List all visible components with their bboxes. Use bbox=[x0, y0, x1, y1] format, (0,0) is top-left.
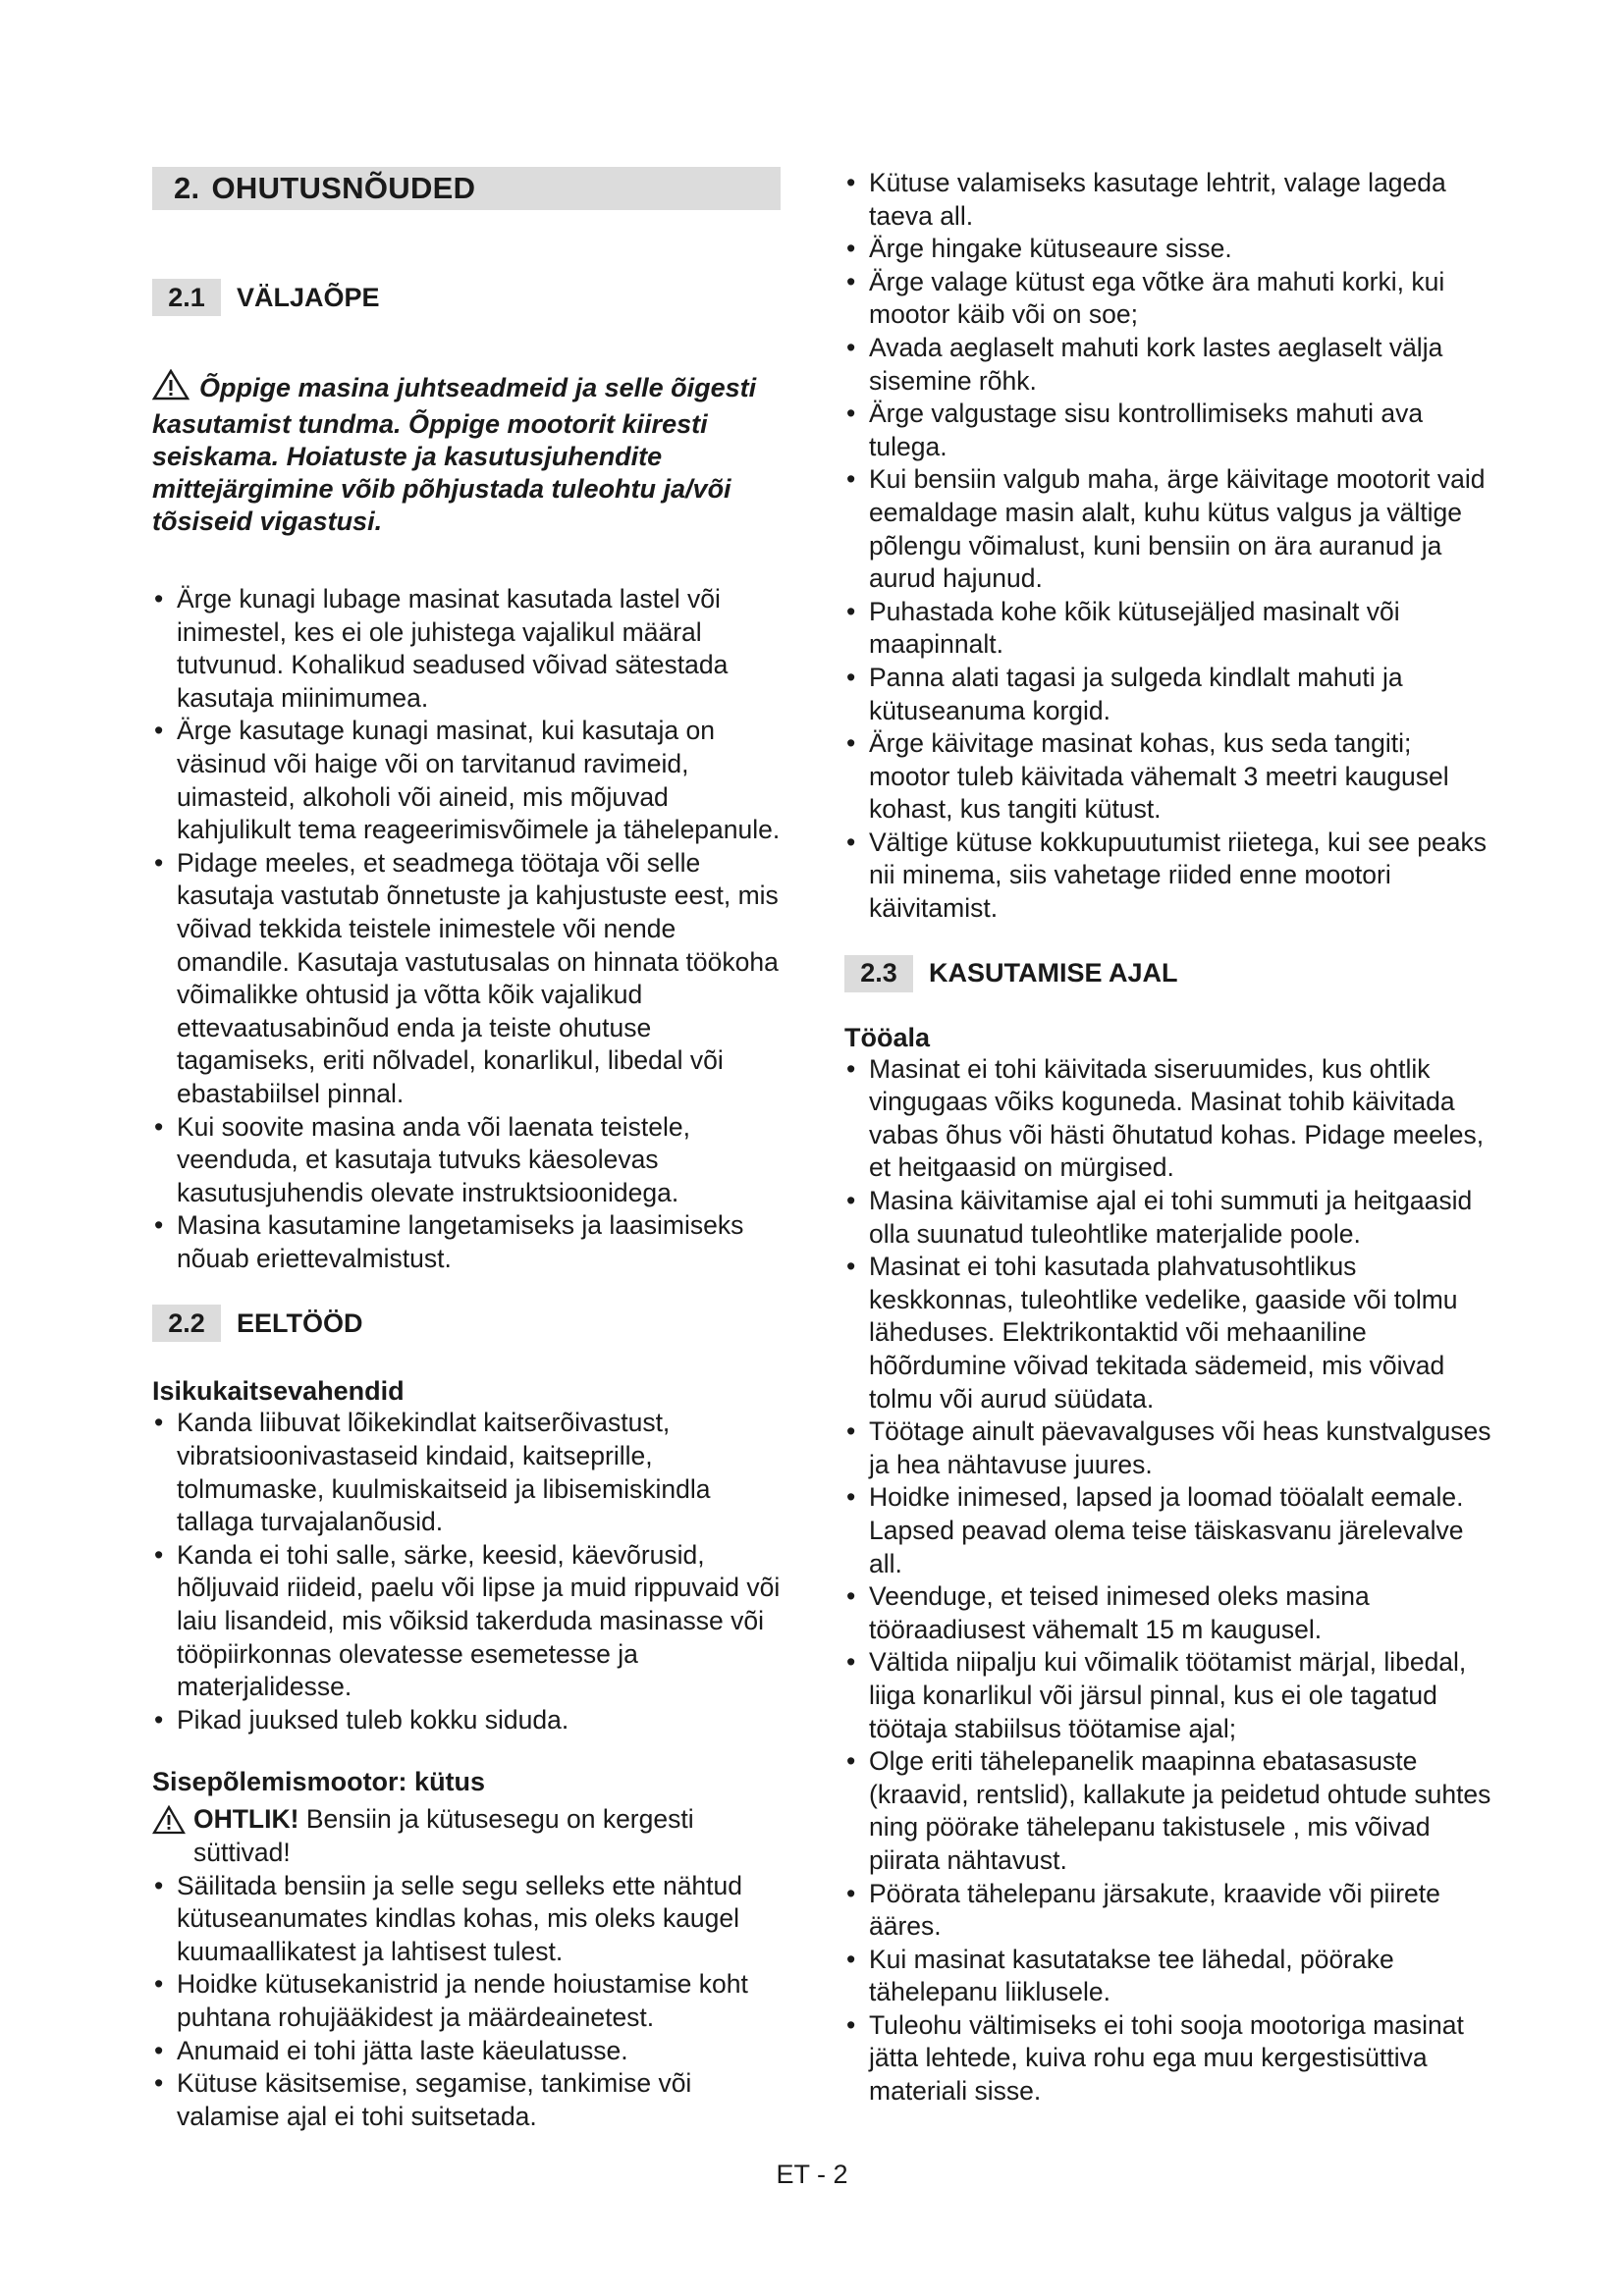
subsection-number: 2.1 bbox=[152, 279, 221, 316]
right-column bbox=[844, 167, 1492, 2109]
subsection-title: VÄLJAÕPE bbox=[237, 282, 380, 312]
list-item: • Pöörata tähelepanu järsakute, kraavide või piirete ääres. bbox=[844, 1878, 1492, 1944]
list-item: • Ärge hingake kütuseaure sisse. bbox=[844, 233, 1492, 266]
list-item: • Masinat ei tohi käivitada siseruumides, kus ohtlik vingugaas võiks koguneda. Masinat tohib käivitada vabas õhus või hästi õhutatud kohas. Pidage meeles, et heitgaasid on mürgised. bbox=[844, 1053, 1492, 1185]
caution-text: Bensiin ja kütusesegu on kergesti süttivad! bbox=[193, 1804, 694, 1867]
section-header bbox=[152, 167, 781, 210]
list-item: • Pikad juuksed tuleb kokku siduda. bbox=[152, 1704, 781, 1737]
list-item: • Panna alati tagasi ja sulgeda kindlalt mahuti ja kütuseanuma korgid. bbox=[844, 662, 1492, 727]
list-item: • Kui soovite masina anda või laenata teistele, veenduda, et kasutaja tutvuks käesolevas kasutusjuhendis olevate instruktsioonidega. bbox=[152, 1111, 781, 1210]
subsection-title: KASUTAMISE AJAL bbox=[929, 958, 1178, 988]
list-item: • Puhastada kohe kõik kütusejäljed masinalt või maapinnalt. bbox=[844, 596, 1492, 662]
list-item: • Kanda ei tohi salle, särke, keesid, käevõrusid, hõljuvaid riideid, paelu või lipse ja muid rippuvaid või laiu lisandeid, mis võiksid takerduda masinasse või tööpiirkonnas olevatesse esemetesse ja materjalidesse. bbox=[152, 1539, 781, 1704]
section-number: 2. bbox=[174, 171, 200, 205]
list-item: • Hoidke kütusekanistrid ja nende hoiustamise koht puhtana rohujääkidest ja määrdeainetest. bbox=[152, 1968, 781, 2034]
list-item: • Kütuse valamiseks kasutage lehtrit, valage lageda taeva all. bbox=[844, 167, 1492, 233]
list-item: • Kütuse käsitsemise, segamise, tankimise või valamise ajal ei tohi suitsetada. bbox=[152, 2067, 781, 2133]
subsection-header-2-1 bbox=[152, 279, 781, 316]
ppe-label: Isikukaitsevahendid bbox=[152, 1376, 405, 1407]
list-item: • Avada aeglaselt mahuti kork lastes aeglaselt välja sisemine rõhk. bbox=[844, 332, 1492, 398]
list-item: • Kanda liibuvat lõikekindlat kaitserõivastust, vibratsioonivastaseid kindaid, kaitseprille, tolmumaske, kuulmiskaitseid ja libisemiskindla tallaga turvajalanõusid. bbox=[152, 1407, 781, 1538]
fuel-list-right bbox=[844, 167, 1492, 926]
list-item: • Olge eriti tähelepanelik maapinna ebatasasuste (kraavid, rentslid), kallakute ja peidetud ohtude suhtes ning pöörake tähelepanu takistusele , mis võivad piirata nähtavust. bbox=[844, 1745, 1492, 1877]
list-item: • Ärge valage kütust ega võtke ära mahuti korki, kui mootor käib või on soe; bbox=[844, 266, 1492, 332]
list-item: • Ärge kasutage kunagi masinat, kui kasutaja on väsinud või haige või on tarvitanud ravimeid, uimasteid, alkoholi või aineid, mis mõjuvad kahjulikult tema reageerimisvõimele ja tähelepanule. bbox=[152, 715, 781, 846]
list-item: • Vältige kütuse kokkupuutumist riietega, kui see peaks nii minema, siis vahetage riided enne mootori käivitamist. bbox=[844, 827, 1492, 926]
section-title: OHUTUSNÕUDED bbox=[211, 171, 476, 205]
warning-triangle-icon bbox=[152, 1805, 186, 1869]
subsection-header-2-2 bbox=[152, 1305, 781, 1342]
list-item: • Kui bensiin valgub maha, ärge käivitage mootorit vaid eemaldage masin alalt, kuhu kütus valgus ja vältige põlengu võimalust, kuni bensiin on ära auranud ja aurud hajunud. bbox=[844, 463, 1492, 595]
list-item: • Masinat ei tohi kasutada plahvatusohtlikus keskkonnas, tuleohtlike vedelike, gaaside või tolmu läheduses. Elektrikontaktid või mehaaniline hõõrdumine võivad tekitada sädemeid, mis võivad tolmu või aurud süüdata. bbox=[844, 1251, 1492, 1415]
left-column bbox=[152, 167, 781, 2133]
list-item: • Pidage meeles, et seadmega töötaja või selle kasutaja vastutab õnnetuste ja kahjustuste eest, mis võivad tekkida teistele inimestele või nende omandile. Kasutaja vastutusalas on hinnata töökoha võimalikke ohtusid ja võtta kõik vajalikud ettevaatusabinõud enda ja teiste ohutuse tagamiseks, eriti nõlvadel, konarlikul, libedal või ebastabiilsel pinnal. bbox=[152, 847, 781, 1111]
warning-triangle-icon bbox=[152, 369, 189, 408]
work-area-label: Tööala bbox=[844, 1022, 931, 1052]
list-item: • Ärge käivitage masinat kohas, kus seda tangiti; mootor tuleb käivitada vähemalt 3 meetri kaugusel kohast, kus tangiti kütust. bbox=[844, 727, 1492, 827]
subsection-header-2-3 bbox=[844, 955, 1492, 992]
warning-text: Õppige masina juhtseadmeid ja selle õigesti kasutamist tundma. Õppige mootorit kiiresti seiskama. Hoiatuste ja kasutusjuhendite mittejärgimine võib põhjustada tuleohtu ja/või tõsiseid vigastusi. bbox=[152, 373, 757, 536]
list-item: • Masina kasutamine langetamiseks ja laasimiseks nõuab eriettevalmistust. bbox=[152, 1209, 781, 1275]
fuel-label: Sisepõlemismootor: kütus bbox=[152, 1767, 486, 1797]
list-item: • Ärge valgustage sisu kontrollimiseks mahuti ava tulega. bbox=[844, 398, 1492, 463]
list-item: • Tuleohu vältimiseks ei tohi sooja mootoriga masinat jätta lehtede, kuiva rohu ega muu kergestisüttiva materiali sisse. bbox=[844, 2009, 1492, 2109]
subsection-title: EELTÖÖD bbox=[237, 1308, 363, 1338]
list-item: • Veenduge, et teised inimesed oleks masina tööraadiusest vähemalt 15 m kaugusel. bbox=[844, 1580, 1492, 1646]
fuel-caution bbox=[152, 1803, 781, 1869]
list-item: • Masina käivitamise ajal ei tohi summuti ja heitgaasid olla suunatud tuleohtlike materjalide poole. bbox=[844, 1185, 1492, 1251]
list-item: • Ärge kunagi lubage masinat kasutada lastel või inimestel, kes ei ole juhistega vajalikul määral tutvunud. Kohalikud seadused võivad sätestada kasutaja miinimumea. bbox=[152, 583, 781, 715]
training-list bbox=[152, 583, 781, 1275]
training-warning bbox=[152, 369, 781, 538]
work-area-list bbox=[844, 1053, 1492, 2109]
ppe-list bbox=[152, 1407, 781, 1736]
subsection-number: 2.2 bbox=[152, 1305, 221, 1342]
list-item: • Vältida niipalju kui võimalik töötamist märjal, libedal, liiga konarlikul või järsul pinnal, kus ei ole tagatud töötaja stabiilsus töötamise ajal; bbox=[844, 1646, 1492, 1745]
list-item: • Kui masinat kasutatakse tee lähedal, pöörake tähelepanu liiklusele. bbox=[844, 1944, 1492, 2009]
fuel-list-left bbox=[152, 1870, 781, 2134]
subsection-number: 2.3 bbox=[844, 955, 913, 992]
list-item: • Säilitada bensiin ja selle segu selleks ette nähtud kütuseanumates kindlas kohas, mis oleks kaugel kuumaallikatest ja lahtisest tulest. bbox=[152, 1870, 781, 1969]
list-item: • Anumaid ei tohi jätta laste käeulatusse. bbox=[152, 2035, 781, 2068]
caution-strong: OHTLIK! bbox=[193, 1804, 299, 1835]
list-item: • Töötage ainult päevavalguses või heas kunstvalguses ja hea nähtavuse juures. bbox=[844, 1415, 1492, 1481]
page-number: ET - 2 bbox=[776, 2160, 848, 2189]
list-item: • Hoidke inimesed, lapsed ja loomad tööalalt eemale. Lapsed peavad olema teise täiskasvanu järelevalve all. bbox=[844, 1481, 1492, 1580]
